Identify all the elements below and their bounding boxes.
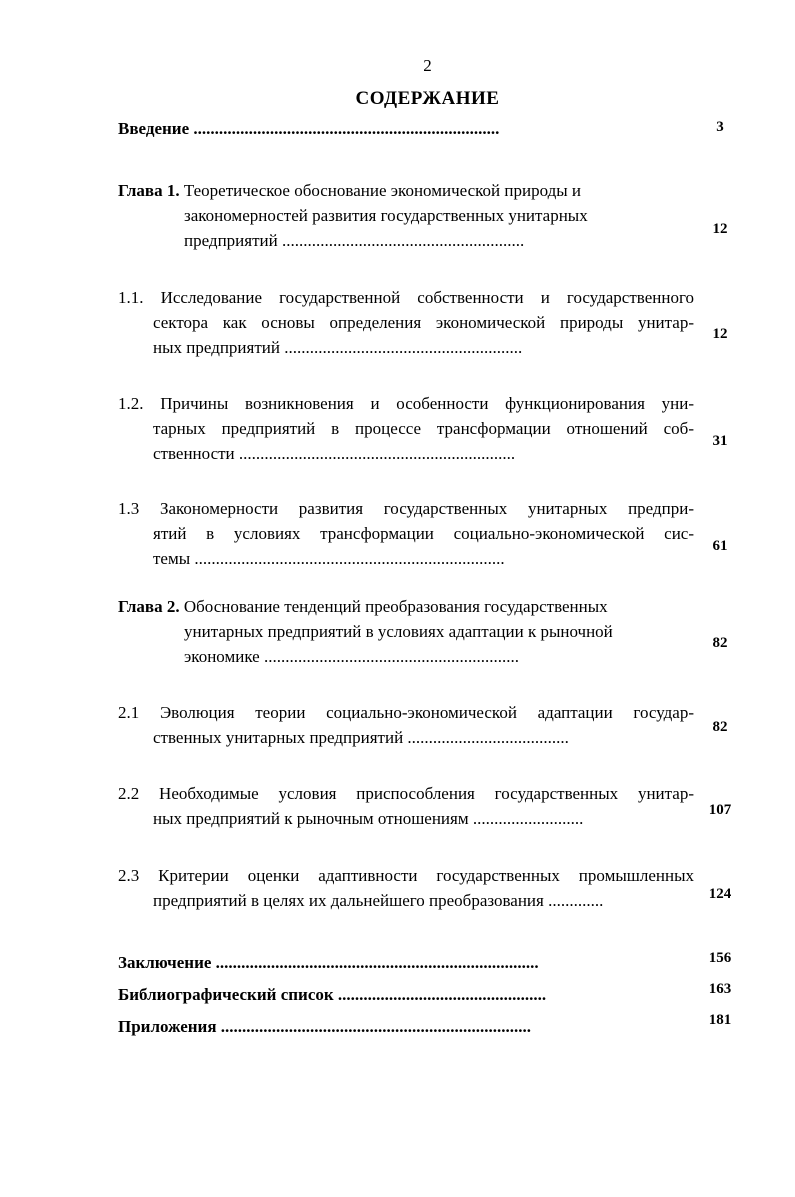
toc-entry-text: экономике ............................................................ (184, 647, 519, 666)
toc-entry-text: унитарных предприятий в условиях адаптации к рыночной (184, 622, 613, 641)
toc-entry-text: сектора как основы определения экономической природы унитар- (153, 313, 694, 332)
toc-entry-text: 1.1. Исследование государственной собственности и государственного (118, 288, 694, 307)
toc-entry-section-1-2[interactable] (118, 391, 694, 466)
toc-entry-text: Обоснование тенденций преобразования государственных (179, 597, 608, 616)
toc-title: СОДЕРЖАНИЕ (355, 88, 500, 109)
toc-page-number: 12 (712, 221, 728, 237)
toc-entry-text: 2.2 Необходимые условия приспособления государственных унитар- (118, 784, 694, 803)
toc-entry-text: Библиографический список ................................................. (118, 985, 547, 1004)
toc-entry-appendices[interactable] (118, 1014, 694, 1039)
toc-entry-section-1-1[interactable] (118, 285, 694, 360)
toc-page-number: 156 (708, 950, 732, 966)
toc-entry-section-1-3[interactable] (118, 496, 694, 571)
toc-entry-text: 2.3 Критерии оценки адаптивности государственных промышленных (118, 866, 694, 885)
toc-entry-conclusion[interactable] (118, 950, 694, 975)
toc-entry-section-2-2[interactable] (118, 781, 694, 831)
toc-page-number: 124 (708, 886, 732, 902)
toc-entry-text: ственности ................................................................. (153, 444, 516, 463)
toc-entry-chapter-1[interactable] (118, 178, 694, 253)
toc-entry-text: ных предприятий ........................................................ (153, 338, 523, 357)
toc-entry-text: темы ......................................................................... (153, 549, 505, 568)
toc-entry-text: Введение ........................................................................ (118, 119, 500, 138)
toc-entry-text: 2.1 Эволюция теории социально-экономической адаптации государ- (118, 703, 694, 722)
toc-entry-text: Приложения ......................................................................... (118, 1017, 532, 1036)
toc-page-number: 12 (712, 326, 728, 342)
chapter-label: Глава 1. (118, 181, 180, 200)
toc-page-number: 107 (708, 802, 732, 818)
toc-page-number: 181 (708, 1012, 732, 1028)
toc-page-number: 82 (712, 635, 728, 651)
toc-entry-text: ных предприятий к рыночным отношениям .......................... (153, 809, 584, 828)
toc-page-number: 82 (712, 719, 728, 735)
toc-page-number: 3 (716, 119, 724, 135)
toc-entry-text: предприятий ......................................................... (184, 231, 525, 250)
chapter-label: Глава 2. (118, 597, 180, 616)
toc-entry-chapter-2[interactable] (118, 594, 694, 669)
toc-entry-section-2-1[interactable] (118, 700, 694, 750)
toc-entry-section-2-3[interactable] (118, 863, 694, 913)
page-number: 2 (423, 56, 432, 75)
toc-page-number: 61 (712, 538, 728, 554)
toc-entry-text: 1.3 Закономерности развития государственных унитарных предпри- (118, 499, 694, 518)
toc-entry-text: предприятий в целях их дальнейшего преобразования ............. (153, 891, 604, 910)
toc-entry-text: Теоретическое обоснование экономической природы и (179, 181, 582, 200)
toc-entry-text: ственных унитарных предприятий ...................................... (153, 728, 569, 747)
toc-entry-text: ятий в условиях трансформации социально-экономической сис- (153, 524, 694, 543)
toc-page-number: 163 (708, 981, 732, 997)
toc-entry-bibliography[interactable] (118, 982, 694, 1007)
toc-entry-text: Заключение ............................................................................ (118, 953, 539, 972)
toc-entry-text: 1.2. Причины возникновения и особенности функционирования уни- (118, 394, 694, 413)
toc-page-number: 31 (712, 433, 728, 449)
toc-entry-text: тарных предприятий в процессе трансформации отношений соб- (153, 419, 694, 438)
toc-entry-introduction[interactable] (118, 116, 694, 141)
toc-entry-text: закономерностей развития государственных унитарных (184, 206, 588, 225)
